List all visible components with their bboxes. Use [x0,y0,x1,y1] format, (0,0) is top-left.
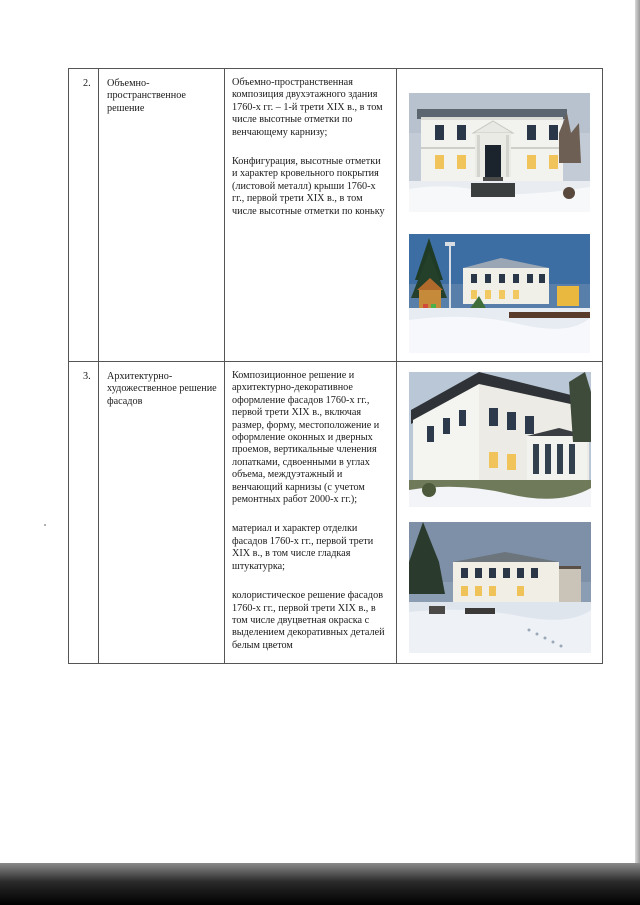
row-number: 3. [69,362,99,664]
table-row [69,362,603,664]
building-distant-photo [409,522,591,653]
photo-cell [397,69,603,362]
description-paragraph: Композиционное решение и архитектурно-декоративное оформление фасадов 1760-х гг., первой трети XIX в., включая размер, форму, местоположение и оформление оконных и дверных проемов, вертикальные членения лопатками, сдвоенными в углах объема, междуэтажный и венчающий карнизы (с учетом ремонтных работ 2000-х гг.); [232,370,380,506]
photo-cell [397,362,603,664]
building-side-photo [409,234,590,353]
building-front-photo [409,93,590,212]
scan-edge-bottom [0,863,640,905]
description-paragraph: Конфигурация, высотные отметки и характер кровельного покрытия (листовой металл) крыши 1760-х гг., первой трети XIX в., в том числе высотные отметки по коньку [232,156,385,217]
table-row [69,69,603,362]
element-name: Объемно-пространственное решение [99,69,225,362]
description-paragraph: материал и характер отделки фасадов 1760-х гг., первой трети XIX в., в том числе гладкая штукатурка; [232,523,374,572]
element-description [225,362,397,664]
description-paragraph: Объемно-пространственная композиция двухэтажного здания 1760-х гг. – 1-й трети XIX в., в том числе высотные отметки по венчающему карнизу; [232,77,383,138]
scan-edge-right [635,0,640,905]
scan-speck [44,524,46,526]
heritage-elements-table [68,68,603,664]
building-corner-photo [409,372,591,507]
element-name: Архитектурно-художественное решение фасадов [99,362,225,664]
element-description [225,69,397,362]
row-number: 2. [69,69,99,362]
description-paragraph: колористическое решение фасадов 1760-х гг., первой трети XIX в., в том числе двуцветная окраска с выделением декоративных деталей белым цветом [232,590,385,651]
